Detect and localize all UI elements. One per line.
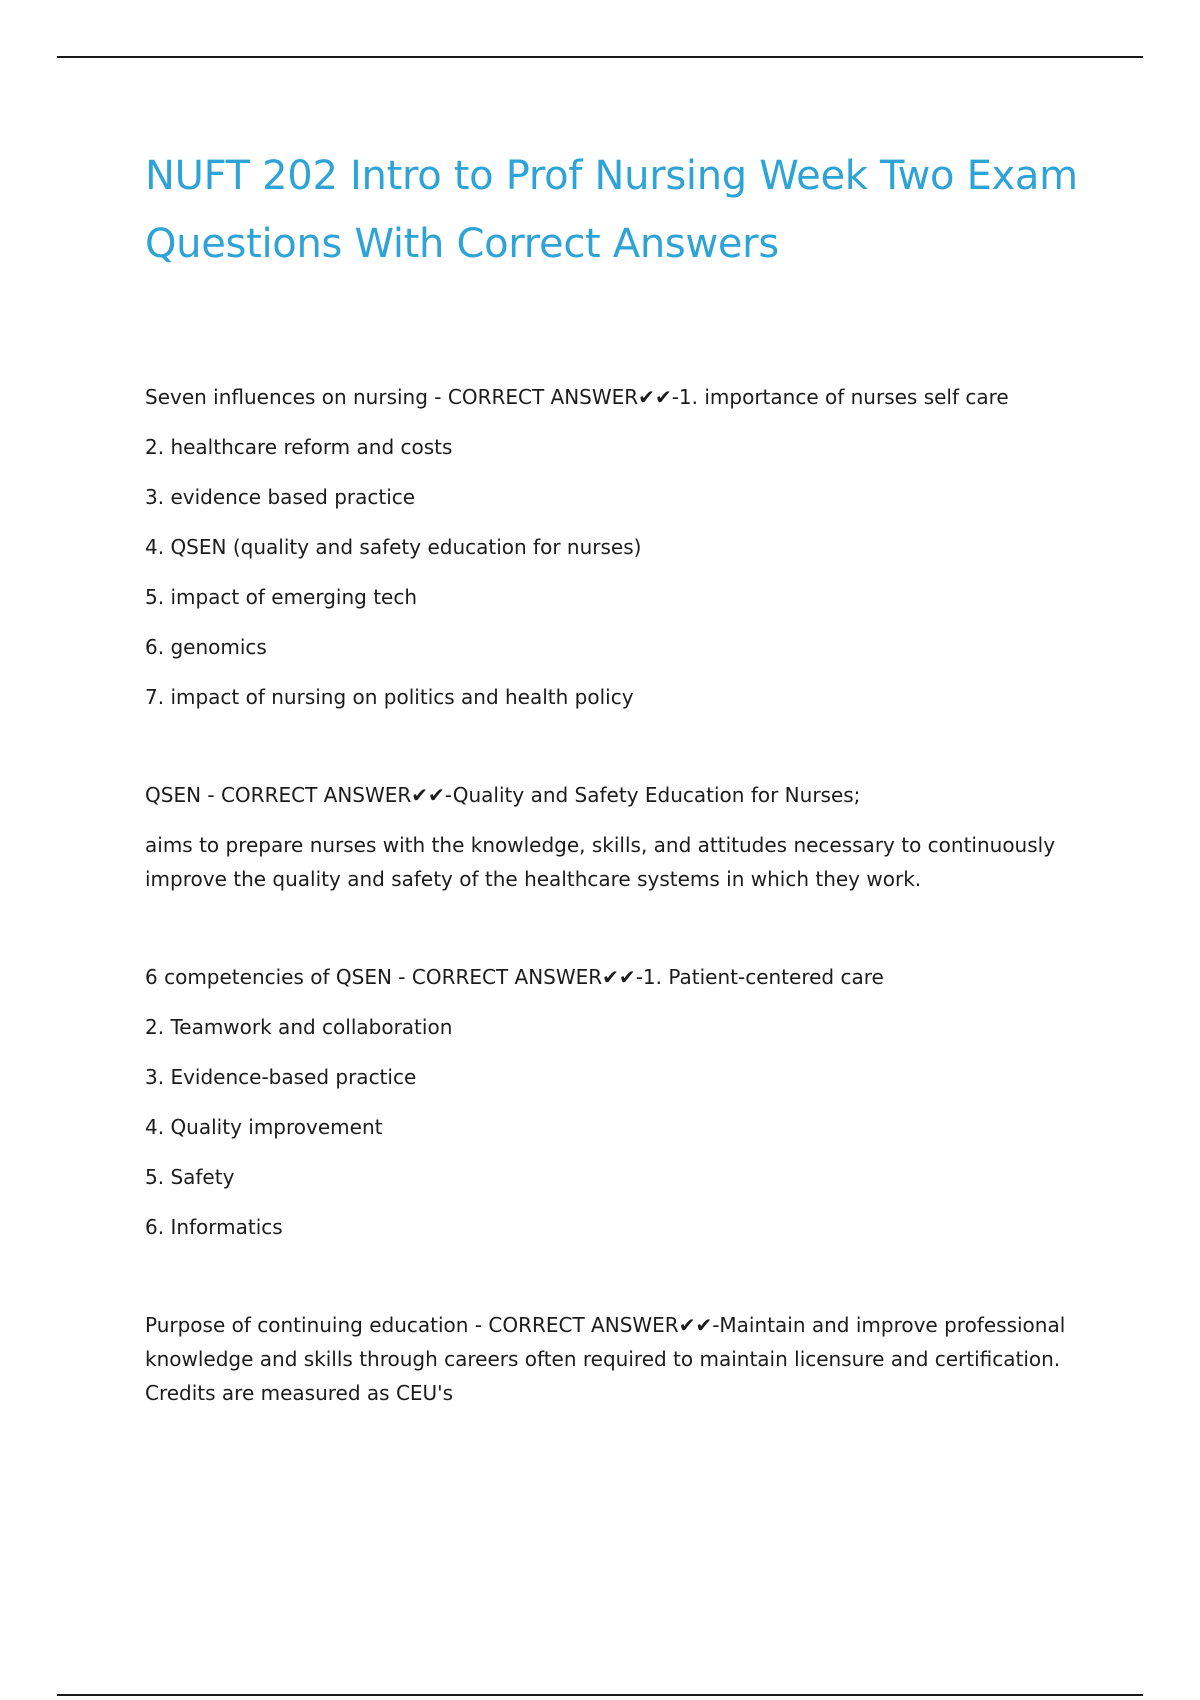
list-item: 3. Evidence-based practice <box>145 1065 417 1089</box>
qa-item-continuing-education <box>145 1308 1095 1410</box>
qa-question-line: Seven influences on nursing - CORRECT ANSWER✔✔-1. importance of nurses self care <box>145 385 1009 409</box>
list-item: 5. impact of emerging tech <box>145 585 418 609</box>
list-item: 6. Informatics <box>145 1215 283 1239</box>
list-item: 3. evidence based practice <box>145 485 416 509</box>
list-item: 4. Quality improvement <box>145 1115 383 1139</box>
document-title: NUFT 202 Intro to Prof Nursing Week Two Exam Questions With Correct Answers <box>145 153 1078 267</box>
list-item: 5. Safety <box>145 1165 235 1189</box>
top-rule <box>57 56 1143 58</box>
qa-question-paragraph: Purpose of continuing education - CORRECT ANSWER✔✔-Maintain and improve professional knowledge and skills through careers often required to maintain licensure and certification. Credits are measured as CEU's <box>145 1313 1066 1405</box>
qa-question-line: QSEN - CORRECT ANSWER✔✔-Quality and Safety Education for Nurses; <box>145 783 861 807</box>
qa-item-qsen <box>145 778 1095 896</box>
list-item: 2. healthcare reform and costs <box>145 435 453 459</box>
bottom-rule <box>57 1694 1143 1696</box>
list-item: 7. impact of nursing on politics and health policy <box>145 685 634 709</box>
qa-item-influences <box>145 380 1095 714</box>
list-item: 6. genomics <box>145 635 267 659</box>
list-item: 2. Teamwork and collaboration <box>145 1015 453 1039</box>
qa-item-competencies <box>145 960 1095 1244</box>
qa-answer-paragraph: aims to prepare nurses with the knowledge, skills, and attitudes necessary to continuously improve the quality and safety of the healthcare systems in which they work. <box>145 833 1056 891</box>
document-body <box>145 380 1095 1474</box>
list-item: 4. QSEN (quality and safety education for nurses) <box>145 535 642 559</box>
qa-question-line: 6 competencies of QSEN - CORRECT ANSWER✔✔-1. Patient-centered care <box>145 965 884 989</box>
